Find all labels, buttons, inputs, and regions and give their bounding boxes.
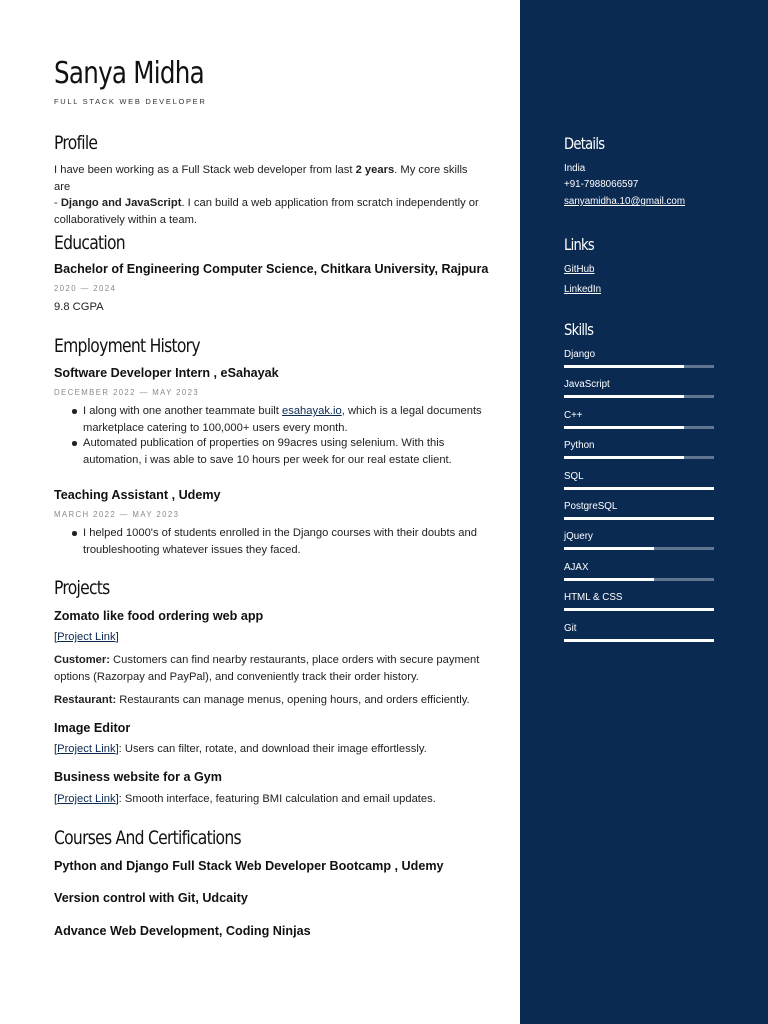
job-dates-2: MARCH 2022 — MAY 2023 [54, 510, 180, 519]
skill-name: jQuery [564, 531, 593, 543]
skill-level-bar [564, 608, 714, 611]
job-title: FULL STACK WEB DEVELOPER [54, 97, 207, 106]
job-1-bullet-2: Automated publication of properties on 99acres using selenium. With this automation, i was able to save 10 hours per week for our real estate client. [83, 435, 487, 468]
projects-heading: Projects [54, 577, 110, 599]
project-1-link[interactable]: Project Link [57, 631, 116, 643]
course-item: Version control with Git, Udcaity [54, 891, 248, 905]
skill-name: SQL [564, 470, 584, 482]
skill-level-bar [564, 456, 714, 459]
details-heading: Details [564, 134, 605, 153]
skill-level-bar [564, 547, 714, 550]
profile-line-1: I have been working as a Full Stack web developer from last 2 years. My core skills are [54, 164, 468, 193]
profile-text [54, 162, 486, 228]
skill-level-bar [564, 487, 714, 490]
skill-name: PostgreSQL [564, 501, 618, 512]
project-2-link[interactable]: Project Link [57, 743, 116, 755]
skill-level-fill [564, 547, 654, 550]
resume-sidebar [520, 0, 768, 1024]
project-2-title: Image Editor [54, 721, 131, 735]
job-title-2: Teaching Assistant , Udemy [54, 488, 221, 502]
details-country: India [564, 163, 586, 174]
project-3-link[interactable]: Project Link [57, 793, 116, 805]
project-1-restaurant: Restaurant: Restaurants can manage menus, opening hours, and orders efficiently. [54, 694, 470, 706]
skill-level-bar [564, 395, 714, 398]
skill-level-bar [564, 578, 714, 581]
skill-level-fill [564, 608, 714, 611]
job-1-bullet-1: I along with one another teammate built esahayak.io, which is a legal documents marketplace catering to 100,000+ users every month. [83, 403, 487, 436]
education-heading: Education [54, 232, 125, 254]
job-dates-1: DECEMBER 2022 — MAY 2023 [54, 388, 200, 397]
skill-name: AJAX [564, 561, 589, 573]
skill-level-fill [564, 639, 714, 642]
skill-level-bar [564, 517, 714, 520]
project-1-title: Zomato like food ordering web app [54, 609, 264, 623]
skill-name: Git [564, 622, 577, 634]
project-1-customer: Customer: Customers can find nearby restaurants, place orders with secure payment options (Razorpay and PayPal), and conveniently track their order history. [54, 654, 480, 683]
details-email-link[interactable]: sanyamidha.10@gmail.com [564, 196, 686, 207]
course-item: Advance Web Development, Coding Ninjas [54, 924, 311, 938]
skills-heading: Skills [564, 320, 594, 339]
skill-level-fill [564, 487, 714, 490]
esahayak-link[interactable]: esahayak.io [282, 405, 342, 417]
employment-heading: Employment History [54, 335, 200, 357]
links-heading: Links [564, 235, 595, 254]
job-2-bullet-1: I helped 1000's of students enrolled in the Django courses with their doubts and troubleshooting whatever issues they faced. [83, 525, 487, 558]
skill-name: Django [564, 349, 596, 360]
linkedin-link[interactable]: LinkedIn [564, 284, 602, 295]
github-link[interactable]: GitHub [564, 264, 595, 275]
course-item: Python and Django Full Stack Web Developer Bootcamp , Udemy [54, 859, 444, 873]
profile-line-2: - Django and JavaScript. I can build a web application from scratch independently or [54, 197, 479, 209]
candidate-name: Sanya Midha [54, 56, 204, 91]
skill-name: HTML & CSS [564, 592, 623, 604]
project-3-title: Business website for a Gym [54, 770, 222, 784]
skill-level-bar [564, 426, 714, 429]
skill-level-fill [564, 578, 654, 581]
courses-heading: Courses And Certifications [54, 827, 241, 849]
skill-level-fill [564, 426, 684, 429]
skill-level-fill [564, 365, 684, 368]
education-dates: 2020 — 2024 [54, 284, 117, 293]
skill-level-bar [564, 639, 714, 642]
skill-name: C++ [564, 409, 583, 421]
job-title-1: Software Developer Intern , eSahayak [54, 366, 279, 380]
project-2-desc: [Project Link]: Users can filter, rotate, and download their image effortlessly. [54, 743, 427, 755]
project-1-link-line: [Project Link] [54, 631, 119, 643]
skill-name: Python [564, 440, 595, 452]
details-phone: +91-7988066597 [564, 179, 639, 190]
skill-level-fill [564, 517, 714, 520]
skill-level-bar [564, 365, 714, 368]
project-3-desc: [Project Link]: Smooth interface, featuring BMI calculation and email updates. [54, 793, 436, 805]
profile-line-3: collaboratively within a team. [54, 213, 198, 226]
profile-heading: Profile [54, 132, 98, 154]
education-degree: Bachelor of Engineering Computer Science, Chitkara University, Rajpura [54, 262, 489, 276]
skill-level-fill [564, 456, 684, 459]
education-grade: 9.8 CGPA [54, 301, 104, 313]
skill-level-fill [564, 395, 684, 398]
skill-name: JavaScript [564, 379, 610, 391]
